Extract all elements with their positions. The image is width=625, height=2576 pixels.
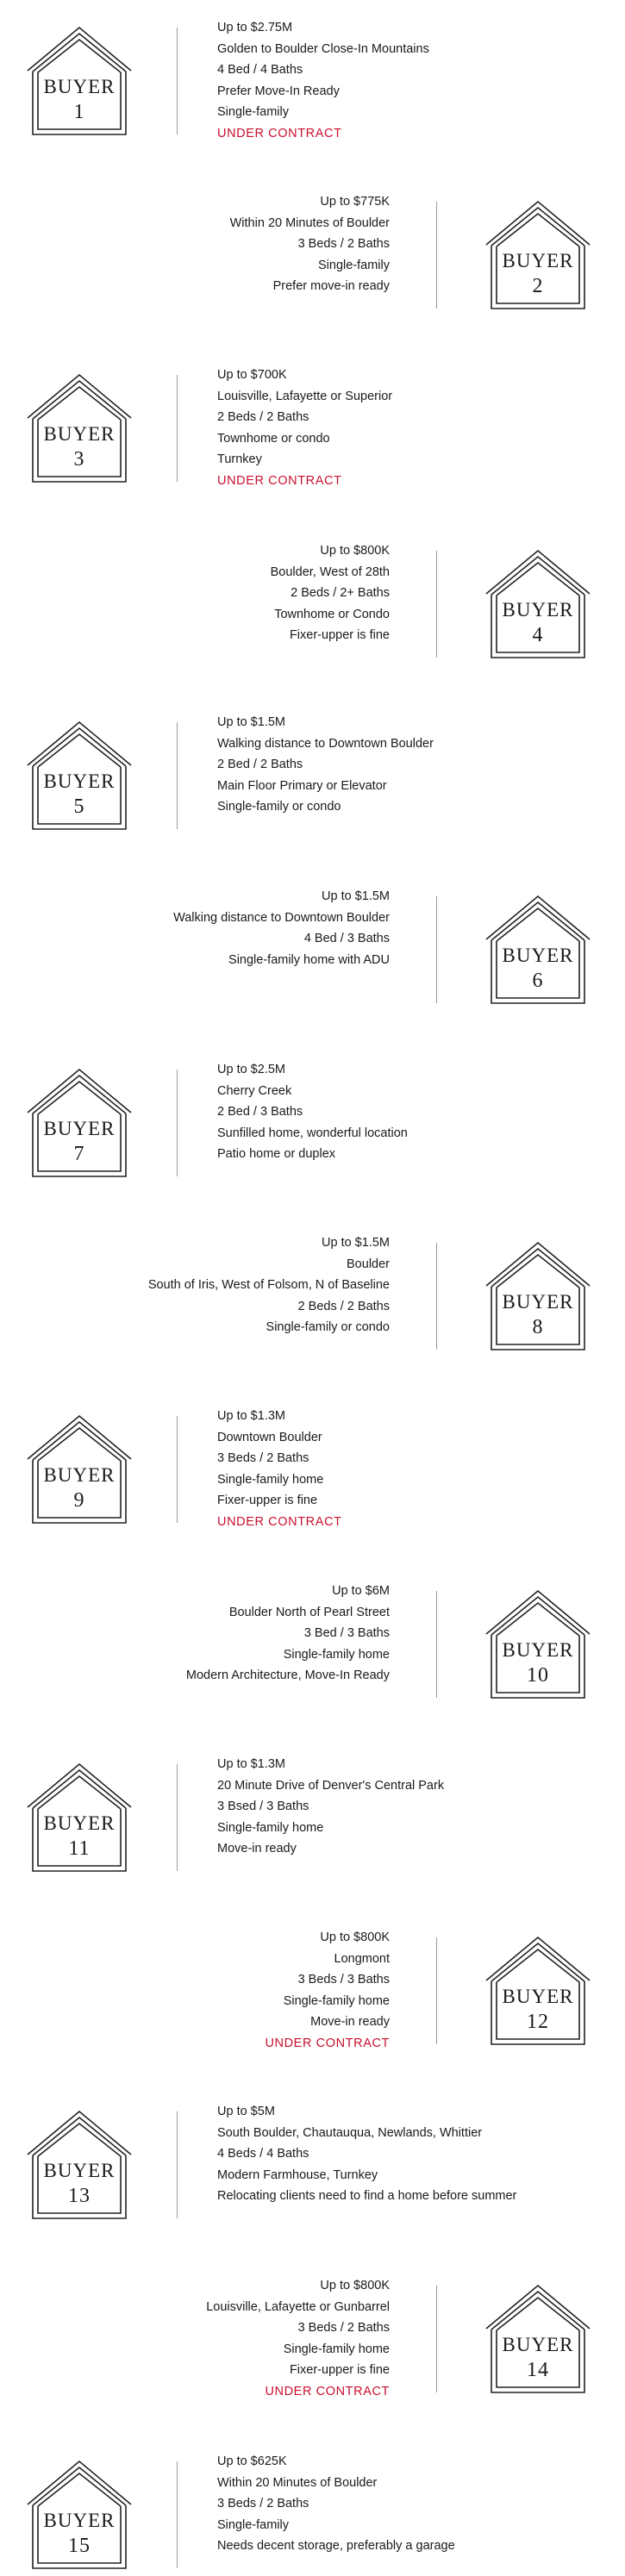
price-line: Up to $2.5M bbox=[217, 1063, 285, 1076]
divider bbox=[436, 896, 437, 1003]
criteria-line: 3 Beds / 3 Baths bbox=[297, 1973, 390, 1987]
criteria-line: 2 Beds / 2+ Baths bbox=[291, 586, 390, 600]
criteria-line: Single-family bbox=[318, 258, 390, 272]
divider bbox=[177, 1416, 178, 1523]
criteria-line: Townhome or Condo bbox=[274, 607, 390, 621]
house-icon bbox=[484, 547, 591, 661]
buyer-number: 12 bbox=[527, 2011, 549, 2033]
buyer-number: 13 bbox=[68, 2185, 91, 2207]
criteria-line: Fixer-upper is fine bbox=[289, 2363, 390, 2377]
buyer-number: 5 bbox=[73, 795, 85, 818]
criteria-line: 3 Bed / 3 Baths bbox=[303, 1626, 390, 1640]
buyer-card-15 bbox=[0, 2451, 625, 2576]
criteria-line: 3 Beds / 2 Baths bbox=[217, 1451, 309, 1465]
buyer-label: BUYER bbox=[502, 945, 574, 966]
buyer-card-5 bbox=[0, 712, 625, 837]
buyer-details bbox=[217, 2451, 579, 2557]
house-icon bbox=[26, 2108, 133, 2222]
criteria-line: Longmont bbox=[334, 1951, 390, 1966]
buyer-card-11 bbox=[0, 1754, 625, 1879]
buyer-card-7 bbox=[0, 1059, 625, 1184]
buyer-details bbox=[28, 1581, 390, 1687]
criteria-line: Walking distance to Downtown Boulder bbox=[173, 910, 390, 925]
buyer-number: 14 bbox=[527, 2359, 549, 2381]
buyer-label: BUYER bbox=[43, 1118, 116, 1139]
buyer-card-6 bbox=[0, 886, 625, 1011]
divider bbox=[436, 1937, 437, 2044]
buyer-card-12 bbox=[0, 1927, 625, 2052]
status-badge: UNDER CONTRACT bbox=[265, 2036, 390, 2050]
house-icon bbox=[26, 2458, 133, 2572]
buyer-label: BUYER bbox=[502, 2334, 574, 2355]
buyer-label: BUYER bbox=[43, 1464, 116, 1486]
buyer-card-13 bbox=[0, 2101, 625, 2226]
house-icon bbox=[484, 2282, 591, 2396]
buyer-details bbox=[217, 17, 579, 144]
criteria-line: Sunfilled home, wonderful location bbox=[217, 1126, 408, 1140]
buyer-number: 10 bbox=[527, 1664, 549, 1687]
criteria-line: Modern Farmhouse, Turnkey bbox=[217, 2167, 378, 2182]
buyer-card-1 bbox=[0, 17, 625, 142]
buyer-label: BUYER bbox=[502, 250, 574, 271]
criteria-line: 2 Bed / 3 Baths bbox=[217, 1105, 303, 1119]
criteria-line: 4 Bed / 4 Baths bbox=[217, 63, 303, 77]
criteria-line: Patio home or duplex bbox=[217, 1147, 336, 1161]
price-line: Up to $800K bbox=[320, 544, 390, 558]
buyer-card-14 bbox=[0, 2275, 625, 2400]
buyer-details bbox=[28, 1927, 390, 2054]
buyer-label: BUYER bbox=[502, 1986, 574, 2007]
criteria-line: 4 Bed / 3 Baths bbox=[303, 932, 390, 945]
buyer-number: 3 bbox=[73, 448, 85, 471]
status-badge: UNDER CONTRACT bbox=[217, 1514, 342, 1529]
criteria-line: Louisville, Lafayette or Gunbarrel bbox=[206, 2299, 390, 2314]
house-icon bbox=[26, 1413, 133, 1526]
criteria-line: Boulder, West of 28th bbox=[270, 564, 390, 579]
buyer-card-10 bbox=[0, 1581, 625, 1706]
criteria-line: Single-family bbox=[217, 105, 289, 119]
divider bbox=[177, 1764, 178, 1871]
house-icon bbox=[484, 1239, 591, 1353]
buyer-card-3 bbox=[0, 365, 625, 490]
criteria-line: Boulder North of Pearl Street bbox=[228, 1605, 390, 1619]
divider bbox=[436, 1591, 437, 1698]
house-icon bbox=[484, 1934, 591, 2048]
criteria-line: 3 Beds / 2 Baths bbox=[217, 2497, 309, 2511]
buyer-details bbox=[217, 2101, 579, 2207]
criteria-line: Single-family home bbox=[283, 1647, 390, 1662]
criteria-line: Fixer-upper is fine bbox=[289, 628, 390, 642]
buyer-label: BUYER bbox=[43, 2510, 116, 2531]
criteria-line: Single-family home bbox=[217, 1820, 324, 1835]
price-line: Up to $2.75M bbox=[217, 21, 293, 34]
criteria-line: Prefer move-in ready bbox=[272, 279, 390, 293]
buyer-details bbox=[217, 1754, 579, 1860]
buyer-label: BUYER bbox=[43, 2160, 116, 2181]
criteria-line: Single-family home bbox=[283, 2342, 390, 2356]
buyer-details bbox=[217, 1059, 579, 1165]
divider bbox=[436, 2286, 437, 2392]
criteria-line: Single-family or condo bbox=[266, 1320, 390, 1334]
criteria-line: 2 Bed / 2 Baths bbox=[217, 758, 303, 771]
divider bbox=[177, 28, 178, 134]
criteria-line: Within 20 Minutes of Boulder bbox=[229, 215, 390, 230]
criteria-line: South Boulder, Chautauqua, Newlands, Whittier bbox=[217, 2125, 483, 2140]
status-badge: UNDER CONTRACT bbox=[217, 126, 342, 140]
criteria-line: Boulder bbox=[347, 1257, 390, 1271]
house-icon bbox=[484, 1587, 591, 1701]
divider bbox=[177, 2461, 178, 2568]
buyer-card-9 bbox=[0, 1406, 625, 1531]
house-icon bbox=[26, 371, 133, 485]
criteria-line: 2 Beds / 2 Baths bbox=[217, 410, 309, 424]
buyer-details bbox=[28, 886, 390, 970]
price-line: Up to $1.5M bbox=[217, 715, 285, 729]
buyer-card-8 bbox=[0, 1232, 625, 1357]
buyer-details bbox=[217, 712, 579, 818]
buyer-card-2 bbox=[0, 191, 625, 316]
criteria-line: Needs decent storage, preferably a garage bbox=[217, 2539, 455, 2553]
buyer-card-4 bbox=[0, 540, 625, 665]
criteria-line: South of Iris, West of Folsom, N of Baseline bbox=[147, 1278, 390, 1292]
criteria-line: Golden to Boulder Close-In Mountains bbox=[217, 41, 429, 56]
buyer-number: 7 bbox=[73, 1143, 85, 1165]
criteria-line: Downtown Boulder bbox=[217, 1430, 322, 1444]
buyer-details bbox=[28, 1232, 390, 1338]
divider bbox=[436, 551, 437, 658]
buyer-number: 8 bbox=[532, 1316, 544, 1338]
price-line: Up to $800K bbox=[320, 2279, 390, 2292]
criteria-line: Move-in ready bbox=[310, 2015, 390, 2029]
divider bbox=[177, 1070, 178, 1176]
buyer-details bbox=[28, 2275, 390, 2402]
buyer-number: 9 bbox=[73, 1489, 85, 1512]
criteria-line: Fixer-upper is fine bbox=[217, 1494, 318, 1507]
buyer-number: 2 bbox=[532, 275, 544, 297]
buyer-number: 15 bbox=[68, 2535, 91, 2557]
divider bbox=[177, 375, 178, 482]
criteria-line: Single-family home bbox=[283, 1993, 390, 2008]
price-line: Up to $1.5M bbox=[322, 1236, 390, 1250]
criteria-line: Move-in ready bbox=[217, 1842, 297, 1856]
criteria-line: 4 Beds / 4 Baths bbox=[217, 2147, 309, 2161]
status-badge: UNDER CONTRACT bbox=[265, 2384, 390, 2398]
buyer-label: BUYER bbox=[43, 423, 116, 445]
buyer-number: 11 bbox=[68, 1837, 91, 1860]
buyer-details bbox=[217, 365, 579, 491]
buyer-details bbox=[28, 540, 390, 646]
price-line: Up to $1.5M bbox=[322, 889, 390, 903]
price-line: Up to $1.3M bbox=[217, 1757, 285, 1771]
criteria-line: Walking distance to Downtown Boulder bbox=[217, 736, 434, 751]
criteria-line: 20 Minute Drive of Denver's Central Park bbox=[217, 1778, 445, 1793]
buyer-label: BUYER bbox=[502, 1291, 574, 1313]
criteria-line: Single-family bbox=[217, 2517, 289, 2532]
price-line: Up to $800K bbox=[320, 1930, 390, 1944]
buyer-label: BUYER bbox=[502, 1639, 574, 1661]
criteria-line: Louisville, Lafayette or Superior bbox=[217, 389, 393, 403]
criteria-line: Single-family or condo bbox=[217, 800, 341, 814]
house-icon bbox=[484, 893, 591, 1007]
house-icon bbox=[26, 1066, 133, 1180]
criteria-line: Single-family home bbox=[217, 1472, 324, 1487]
criteria-line: 3 Bsed / 3 Baths bbox=[217, 1799, 309, 1813]
criteria-line: 3 Beds / 2 Baths bbox=[297, 237, 390, 251]
price-line: Up to $6M bbox=[332, 1584, 390, 1598]
criteria-line: 3 Beds / 2 Baths bbox=[297, 2321, 390, 2335]
buyer-number: 6 bbox=[532, 970, 544, 992]
house-icon bbox=[26, 1761, 133, 1874]
buyer-label: BUYER bbox=[502, 599, 574, 621]
criteria-line: Townhome or condo bbox=[217, 431, 330, 446]
criteria-line: Prefer Move-In Ready bbox=[217, 84, 340, 98]
house-icon bbox=[26, 24, 133, 138]
criteria-line: Modern Architecture, Move-In Ready bbox=[185, 1668, 390, 1682]
criteria-line: Main Floor Primary or Elevator bbox=[217, 778, 387, 793]
divider bbox=[177, 2111, 178, 2218]
buyer-number: 4 bbox=[532, 624, 544, 646]
house-icon bbox=[26, 719, 133, 833]
price-line: Up to $625K bbox=[217, 2454, 287, 2468]
divider bbox=[436, 1243, 437, 1350]
criteria-line: Cherry Creek bbox=[217, 1083, 292, 1098]
divider bbox=[177, 722, 178, 829]
buyer-label: BUYER bbox=[43, 1812, 116, 1834]
criteria-line: Turnkey bbox=[217, 452, 262, 466]
price-line: Up to $775K bbox=[320, 195, 390, 209]
price-line: Up to $5M bbox=[217, 2105, 275, 2118]
buyer-label: BUYER bbox=[43, 76, 116, 97]
price-line: Up to $1.3M bbox=[217, 1409, 285, 1423]
criteria-line: 2 Beds / 2 Baths bbox=[297, 1299, 390, 1313]
criteria-line: Within 20 Minutes of Boulder bbox=[217, 2475, 378, 2490]
status-badge: UNDER CONTRACT bbox=[217, 473, 342, 488]
buyer-number: 1 bbox=[73, 101, 85, 123]
criteria-line: Single-family home with ADU bbox=[228, 952, 390, 967]
divider bbox=[436, 202, 437, 309]
house-icon bbox=[484, 198, 591, 312]
buyer-details bbox=[217, 1406, 579, 1532]
buyer-details bbox=[28, 191, 390, 297]
criteria-line: Relocating clients need to find a home before summer bbox=[217, 2189, 517, 2203]
price-line: Up to $700K bbox=[217, 368, 287, 382]
buyer-label: BUYER bbox=[43, 770, 116, 792]
